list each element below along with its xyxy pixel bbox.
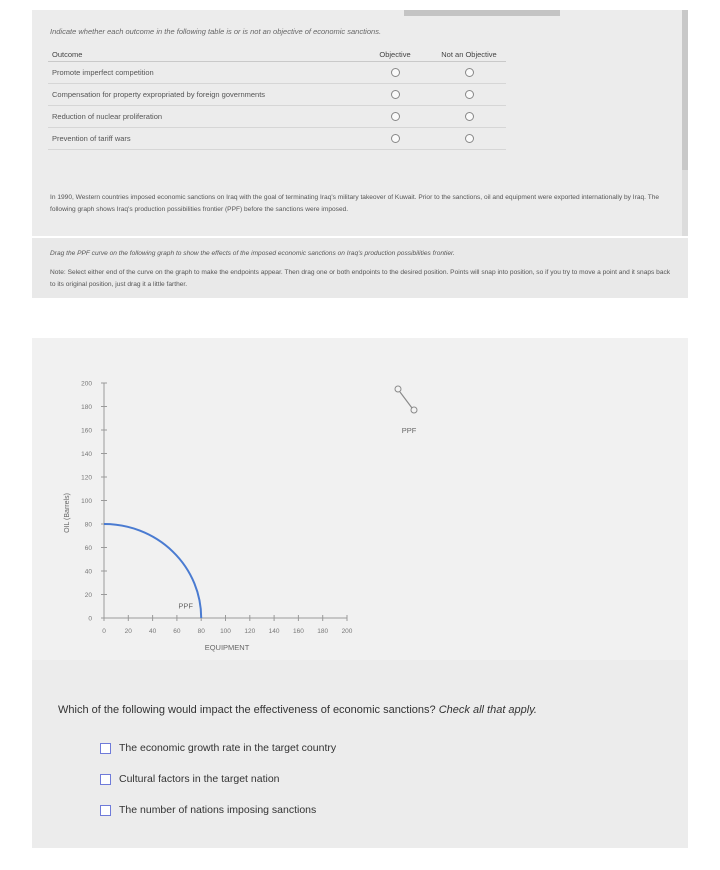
objective-radio[interactable] <box>391 112 400 121</box>
y-axis-label: OIL (Barrels) <box>64 493 71 533</box>
y-tick-label: 20 <box>84 592 92 599</box>
context-paragraph: In 1990, Western countries imposed economic sanctions on Iraq with the goal of terminating Iraq's military takeover of Kuwait. Prior to the sanctions, oil and equipment were exported internationally by Iraq. The following graph shows Iraq's production possibilities frontier (PPF) before the sanctions were imposed. <box>50 194 660 213</box>
drag-tool-label: PPF <box>401 426 417 435</box>
option-label: The economic growth rate in the target country <box>119 742 337 754</box>
scrollbar[interactable] <box>682 10 688 236</box>
ppf-graph[interactable] <box>32 338 688 660</box>
x-tick-label: 40 <box>148 628 157 635</box>
table-instruction: Indicate whether each outcome in the following table is or is not an objective of economic sanctions. <box>50 27 382 36</box>
y-tick-label: 180 <box>81 404 92 411</box>
objective-radio[interactable] <box>391 134 400 143</box>
scrollbar-thumb[interactable] <box>682 10 688 170</box>
outcome-label: Prevention of tariff wars <box>48 128 358 150</box>
x-tick-label: 60 <box>173 628 181 635</box>
x-tick-label: 140 <box>268 628 280 635</box>
not-objective-radio[interactable] <box>465 134 474 143</box>
drag-tool-endpoint[interactable] <box>395 386 401 392</box>
not-objective-radio[interactable] <box>465 112 474 121</box>
not-objective-radio[interactable] <box>465 90 474 99</box>
checkbox[interactable] <box>100 774 111 785</box>
x-tick-label: 100 <box>220 628 231 635</box>
y-tick-label: 80 <box>84 521 92 529</box>
outcome-label: Promote imperfect competition <box>48 62 358 84</box>
y-tick-label: 0 <box>88 615 92 623</box>
header-not-objective: Not an Objective <box>432 47 506 62</box>
x-tick-label: 20 <box>124 628 132 635</box>
checkbox[interactable] <box>100 743 111 754</box>
x-tick-label: 160 <box>292 628 304 635</box>
question-main: Which of the following would impact the effectiveness of economic sanctions? <box>58 704 436 716</box>
table-header-row <box>48 47 506 62</box>
option-label: Cultural factors in the target nation <box>119 773 280 785</box>
outcomes-table <box>48 47 506 150</box>
objective-radio[interactable] <box>391 90 400 99</box>
scroll-indicator <box>404 10 560 16</box>
y-axis <box>81 381 107 623</box>
question-hint: Check all that apply. <box>438 704 537 716</box>
x-tick-label: 200 <box>341 628 353 635</box>
y-tick-label: 40 <box>84 568 92 576</box>
outcome-label: Compensation for property expropriated by foreign governments <box>48 84 358 106</box>
x-tick-label: 180 <box>317 628 329 635</box>
table-panel <box>32 10 688 236</box>
header-objective: Objective <box>358 47 432 62</box>
note-text: Note: Select either end of the curve on the graph to make the endpoints appear. Then drag one or both endpoints to the desired position. Points will snap into position, so if you try to move a point and it snaps back to its original position, just drag it a little farther. <box>50 269 671 288</box>
drag-instruction: Drag the PPF curve on the following graph to show the effects of the imposed economic sanctions on Iraq's production possibilities frontier. <box>50 250 455 257</box>
option-economic-growth[interactable] <box>100 742 336 754</box>
y-tick-label: 140 <box>81 451 92 458</box>
y-tick-label: 200 <box>81 380 92 388</box>
question-text <box>58 704 537 716</box>
x-tick-label: 120 <box>244 628 256 635</box>
not-objective-radio[interactable] <box>465 68 474 77</box>
graph-panel <box>32 338 688 660</box>
y-tick-label: 100 <box>81 498 92 505</box>
option-cultural-factors[interactable] <box>100 773 280 785</box>
table-row <box>48 128 506 150</box>
outcome-label: Reduction of nuclear proliferation <box>48 106 358 128</box>
x-tick-label: 80 <box>197 628 205 635</box>
y-tick-label: 160 <box>81 427 92 435</box>
option-number-of-nations[interactable] <box>100 804 316 816</box>
ppf-drag-tool[interactable] <box>395 386 417 435</box>
table-row <box>48 84 506 106</box>
header-outcome: Outcome <box>48 47 358 62</box>
table-row <box>48 106 506 128</box>
question-panel <box>32 660 688 848</box>
table-row <box>48 62 506 84</box>
ppf-curve-label: PPF <box>178 601 193 611</box>
checkbox[interactable] <box>100 805 111 816</box>
x-axis <box>102 615 353 635</box>
drag-instructions-panel <box>32 238 688 298</box>
option-label: The number of nations imposing sanctions <box>119 804 317 816</box>
y-tick-label: 60 <box>84 545 92 552</box>
drag-tool-endpoint[interactable] <box>411 407 417 413</box>
x-tick-label: 0 <box>102 628 106 635</box>
objective-radio[interactable] <box>391 68 400 77</box>
x-axis-label: EQUIPMENT <box>204 643 250 652</box>
y-tick-label: 120 <box>81 474 92 482</box>
